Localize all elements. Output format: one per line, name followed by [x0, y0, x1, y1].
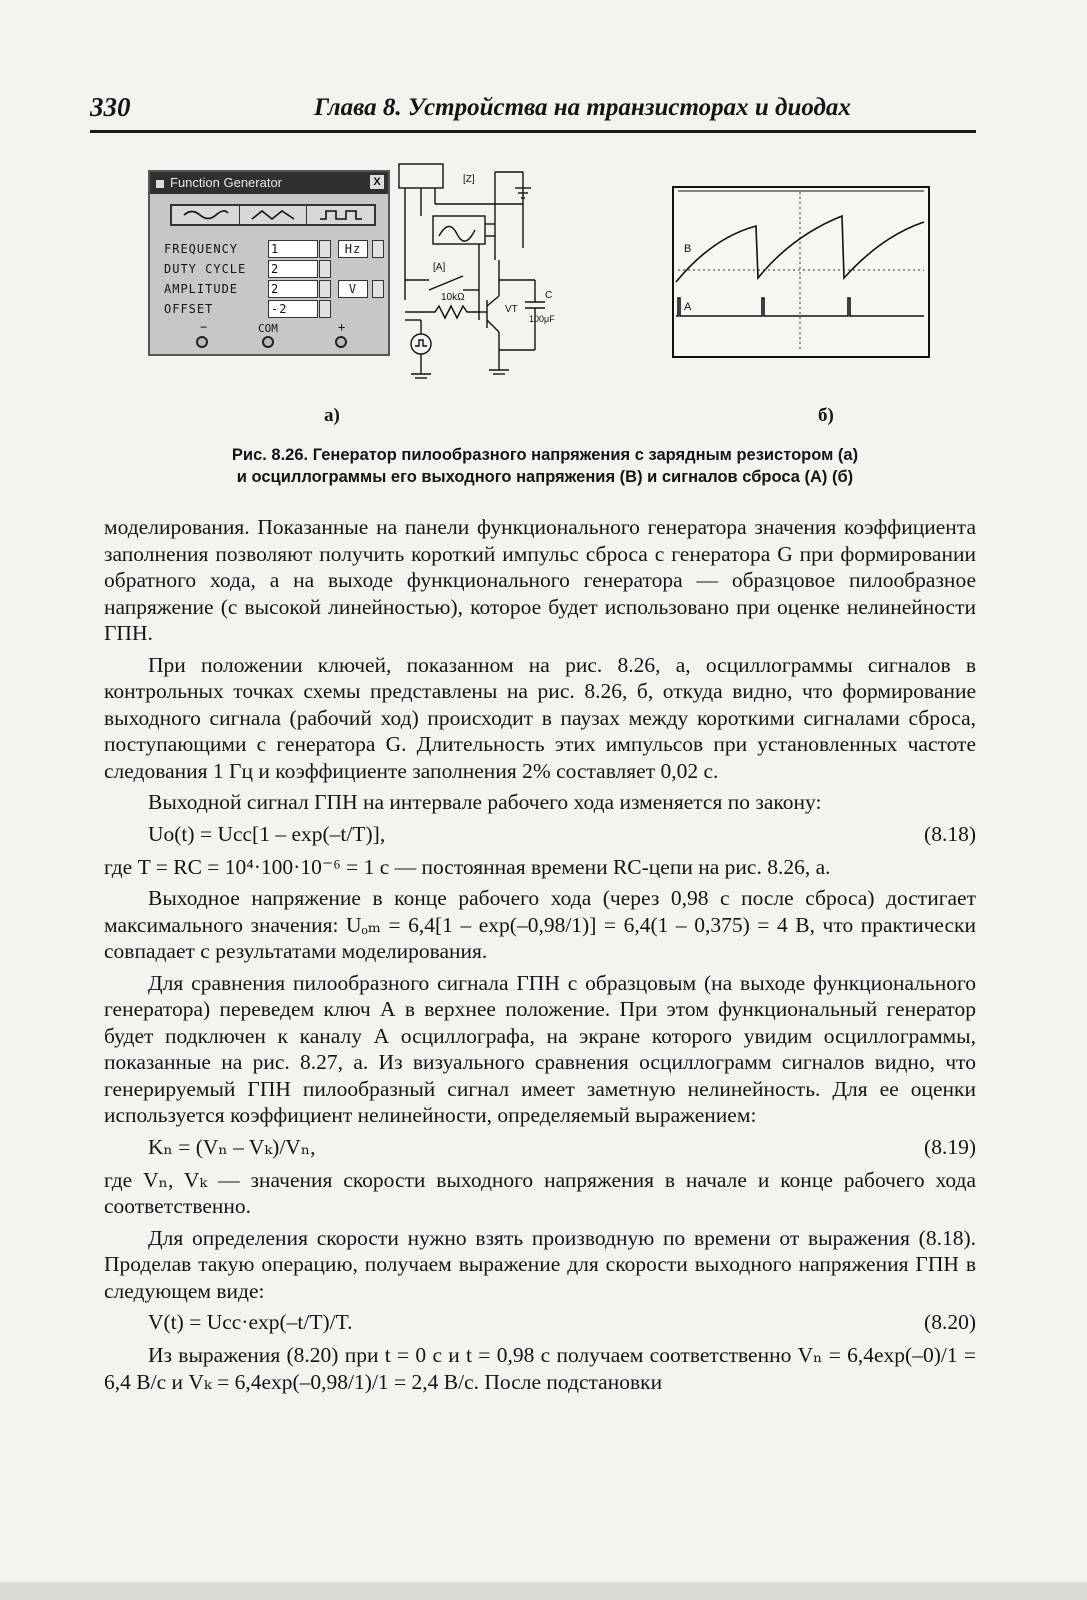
header-rule [90, 130, 976, 133]
square-wave-icon [316, 208, 366, 222]
figure-label-b: б) [818, 405, 834, 426]
pulse-source-symbol [411, 334, 431, 354]
resistor-label: 10kΩ [441, 292, 465, 303]
amplitude-label: AMPLITUDE [164, 282, 239, 296]
minus-terminal-label: − [200, 320, 208, 334]
switch-z-box[interactable] [399, 164, 443, 188]
running-head: Глава 8. Устройства на транзисторах и диодах [314, 94, 851, 121]
com-terminal-jack[interactable] [262, 336, 274, 348]
equation-8-18 [104, 821, 976, 848]
system-menu-icon[interactable] [156, 180, 164, 188]
frequency-unit-select[interactable]: Hz [338, 240, 368, 258]
equation-8-19 [104, 1134, 976, 1161]
paragraph-9: Из выражения (8.20) при t = 0 с и t = 0,98 с получаем соответственно Vₙ = 6,4exp(–0)/1 = 6,4 В/с и Vₖ = 6,4exp(–0,98/1)/1 = 2,4 В/с. После подстановки [104, 1343, 976, 1394]
label-a: [A] [433, 262, 446, 273]
square-wave-button[interactable] [307, 206, 374, 224]
triangle-wave-button[interactable] [240, 206, 308, 224]
frequency-stepper[interactable] [319, 240, 331, 258]
offset-input[interactable]: -2 [268, 300, 318, 318]
equation-8-20-number: (8.20) [924, 1310, 976, 1334]
channel-a-label: A [684, 301, 692, 313]
offset-stepper[interactable] [319, 300, 331, 318]
oscillogram-screen [672, 186, 930, 358]
label-z: [Z] [463, 174, 475, 185]
caption-line-2: и осциллограммы его выходного напряжения (B) и сигналов сброса (A) (б) [236, 468, 854, 486]
paragraph-5: Выходное напряжение в конце рабочего хода (через 0,98 с после сброса) достигает максимального значения: Uₒₘ = 6,4[1 – exp(–0,98/1)] = 6,4(1 – 0,375) = 4 В, что практически совпадает с результатами моделирования. [104, 886, 976, 963]
paragraph-8: Для определения скорости нужно взять производную по времени от выражения (8.18). Проделав такую операцию, получаем выражение для скорости выходного напряжения ГПН в следующем виде: [104, 1225, 976, 1303]
equation-8-19-expression: Kₙ = (Vₙ – Vₖ)/Vₙ, [148, 1134, 316, 1159]
duty-cycle-input[interactable]: 2 [268, 260, 318, 278]
channel-b-label: B [684, 243, 692, 255]
circuit-schematic [395, 160, 555, 390]
triangle-wave-icon [248, 208, 298, 222]
sine-wave-button[interactable] [172, 206, 240, 224]
offset-label: OFFSET [164, 302, 214, 316]
plus-terminal-jack[interactable] [335, 336, 347, 348]
amplitude-unit-select[interactable]: V [338, 280, 368, 298]
waveform-selector [170, 204, 376, 226]
sine-wave-icon [180, 208, 230, 222]
amplitude-unit-stepper[interactable] [372, 280, 384, 298]
function-generator-panel [148, 170, 390, 356]
capacitor-value-label: 100μF [529, 314, 555, 324]
close-button[interactable]: X [370, 175, 384, 189]
com-terminal-label: COM [258, 322, 278, 335]
equation-8-20-expression: V(t) = Ucc·exp(–t/T)/T. [148, 1310, 353, 1334]
amplitude-stepper[interactable] [319, 280, 331, 298]
caption-line-1: Рис. 8.26. Генератор пилообразного напряжения с зарядным резистором (а) [231, 446, 859, 464]
page-number: 330 [90, 92, 131, 122]
duty-cycle-stepper[interactable] [319, 260, 331, 278]
paragraph-2: При положении ключей, показанном на рис. 8.26, а, осциллограммы сигналов в контрольных точках схемы представлены на рис. 8.26, б, откуда видно, что формирование выходного сигнала (рабочий ход) происходит в паузах между короткими сигналами сброса, поступающими с генератора G. Длительность этих импульсов при установленных частоте следования 1 Гц и коэффициенте заполнения 2% составляет 0,02 с. [104, 652, 976, 783]
function-generator-titlebar [150, 172, 388, 194]
paragraph-7: где Vₙ, Vₖ — значения скорости выходного напряжения в начале и конце рабочего хода соответственно. [104, 1167, 976, 1218]
minus-terminal-jack[interactable] [196, 336, 208, 348]
amplitude-input[interactable]: 2 [268, 280, 318, 298]
paragraph-3: Выходной сигнал ГПН на интервале рабочего хода изменяется по закону: [148, 790, 822, 814]
frequency-input[interactable]: 1 [268, 240, 318, 258]
paragraph-4: где T = RC = 10⁴·100·10⁻⁶ = 1 с — постоянная времени RC-цепи на рис. 8.26, а. [104, 854, 831, 879]
transistor-label: VT [505, 304, 518, 315]
figure-caption [160, 444, 930, 488]
duty-cycle-label: DUTY CYCLE [164, 262, 247, 276]
paragraph-1: моделирования. Показанные на панели функционального генератора значения коэффициента заполнения позволяют получить короткий импульс сброса с генератора G при формировании обратного хода, а на выходе функционального генератора — образцовое пилообразное напряжение (с высокой линейностью), которое будет использовано при оценке нелинейности ГПН. [104, 515, 976, 645]
oscilloscope-symbol [433, 216, 485, 244]
scan-bottom-edge [0, 1582, 1087, 1600]
capacitor-name-label: C [545, 290, 553, 301]
function-generator-title: Function Generator [170, 175, 283, 190]
equation-8-19-number: (8.19) [924, 1134, 976, 1159]
paragraph-6: Для сравнения пилообразного сигнала ГПН с образцовым (на выходе функционального генератора) переведем ключ А в верхнее положение. При этом функциональный генератор будет подключен к каналу А осциллографа, на экране которого увидим осциллограммы, показанные на рис. 8.27, а. Из визуального сравнения осциллограмм сигналов видно, что генерируемый ГПН пилообразный сигнал имеет заметную нелинейность. Для ее оценки используется коэффициент нелинейности, определяемый выражением: [104, 970, 976, 1127]
oscilloscope-trace-icon [439, 226, 475, 241]
frequency-unit-stepper[interactable] [372, 240, 384, 258]
body-text [104, 514, 976, 1400]
equation-8-20 [104, 1309, 976, 1336]
equation-8-18-number: (8.18) [924, 821, 976, 846]
figure-label-a: а) [324, 405, 340, 426]
frequency-label: FREQUENCY [164, 242, 239, 256]
plus-terminal-label: + [338, 320, 346, 334]
equation-8-18-expression: Uo(t) = Ucc[1 – exp(–t/T)], [148, 821, 386, 846]
